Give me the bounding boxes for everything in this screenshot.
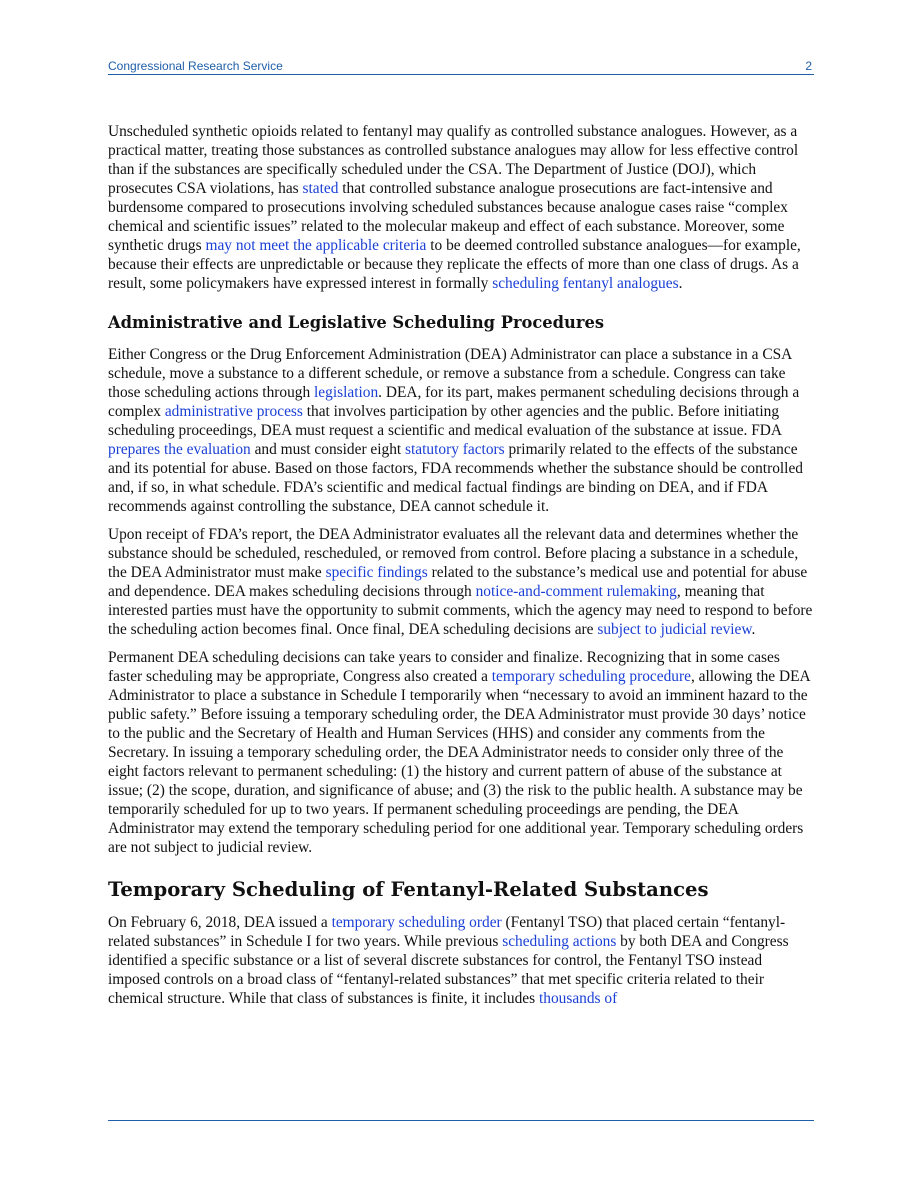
link-scheduling-fentanyl-analogues[interactable]: scheduling fentanyl analogues <box>492 275 679 292</box>
link-legislation[interactable]: legislation <box>314 384 379 401</box>
paragraph-scheduling-authority: Either Congress or the Drug Enforcement Administration (DEA) Administrator can place a substance in a CSA schedule, move a substance to a different schedule, or remove a substance from a schedule. Congress can take those scheduling actions through legislation. DEA, for its part, makes permanent scheduling decisions through a complex administrative process that involves participation by other agencies and the public. Before initiating scheduling proceedings, DEA must request a scientific and medical evaluation of the substance at issue. FDA prepares the evaluation and must consider eight statutory factors primarily related to the effects of the substance and its potential for abuse. Based on those factors, FDA recommends whether the substance should be controlled and, if so, in what schedule. FDA’s scientific and medical factual findings are binding on DEA, and if FDA recommends against controlling the substance, DEA cannot schedule it. <box>108 346 803 515</box>
link-specific-findings[interactable]: specific findings <box>325 564 428 581</box>
link-scheduling-actions[interactable]: scheduling actions <box>502 933 617 950</box>
paragraph-dea-evaluation: Upon receipt of FDA’s report, the DEA Administrator evaluates all the relevant data and determines whether the substance should be scheduled, rescheduled, or removed from control. Before placing a substance in a schedule, the DEA Administrator must make specific findings related to the substance’s medical use and potential for abuse and dependence. DEA makes scheduling decisions through notice-and-comment rulemaking, meaning that interested parties must have the opportunity to submit comments, which the agency may need to respond to before the scheduling action becomes final. Once final, DEA scheduling decisions are subject to judicial review. <box>108 526 813 638</box>
link-temporary-scheduling-order[interactable]: temporary scheduling order <box>331 914 502 931</box>
link-notice-and-comment-rulemaking[interactable]: notice-and-comment rulemaking <box>475 583 677 600</box>
document-body <box>108 122 816 1017</box>
link-subject-to-judicial-review[interactable]: subject to judicial review <box>597 621 752 638</box>
heading-temporary-scheduling-fentanyl: Temporary Scheduling of Fentanyl-Related Substances <box>108 878 709 901</box>
heading-admin-legislative-procedures: Administrative and Legislative Scheduling Procedures <box>108 313 604 332</box>
header-source: Congressional Research Service <box>108 59 283 73</box>
paragraph-analogues: Unscheduled synthetic opioids related to fentanyl may qualify as controlled substance analogues. However, as a practical matter, treating those substances as controlled substance analogues may allow for less effective control than if the substances are specifically scheduled under the CSA. The Department of Justice (DOJ), which prosecutes CSA violations, has stated that controlled substance analogue prosecutions are fact-intensive and burdensome compared to prosecutions involving scheduled substances because analogue cases raise “complex chemical and scientific issues” related to the molecular makeup and effect of each substance. Moreover, some synthetic drugs may not meet the applicable criteria to be deemed controlled substance analogues—for example, because their effects are unpredictable or because they replicate the effects of more than one class of drugs. As a result, some policymakers have expressed interest in formally scheduling fentanyl analogues. <box>108 123 801 292</box>
link-administrative-process[interactable]: administrative process <box>164 403 303 420</box>
link-temporary-scheduling-procedure[interactable]: temporary scheduling procedure <box>491 668 691 685</box>
footer-divider <box>108 1120 814 1121</box>
paragraph-fentanyl-tso: On February 6, 2018, DEA issued a temporary scheduling order (Fentanyl TSO) that placed certain “fentanyl-related substances” in Schedule I for two years. While previous scheduling actions by both DEA and Congress identified a specific substance or a list of several discrete substances for control, the Fentanyl TSO instead imposed controls on a broad class of “fentanyl-related substances” that met specific criteria related to their chemical structure. While that class of substances is finite, it includes thousands of <box>108 914 789 1007</box>
link-statutory-factors[interactable]: statutory factors <box>405 441 505 458</box>
link-prepares-the-evaluation[interactable]: prepares the evaluation <box>108 441 251 458</box>
running-header <box>108 58 814 75</box>
paragraph-temporary-scheduling: Permanent DEA scheduling decisions can take years to consider and finalize. Recognizing that in some cases faster scheduling may be appropriate, Congress also created a temporary scheduling procedure, allowing the DEA Administrator to place a substance in Schedule I temporarily when “necessary to avoid an imminent hazard to the public safety.” Before issuing a temporary scheduling order, the DEA Administrator must provide 30 days’ notice to the public and the Secretary of Health and Human Services (HHS) and consider any comments from the Secretary. In issuing a temporary scheduling order, the DEA Administrator needs to consider only three of the eight factors relevant to permanent scheduling: (1) the history and current pattern of abuse of the substance at issue; (2) the scope, duration, and significance of abuse; and (3) the risk to the public health. A substance may be temporarily scheduled for up to two years. If permanent scheduling proceedings are pending, the DEA Administrator may extend the temporary scheduling period for one additional year. Temporary scheduling orders are not subject to judicial review. <box>108 649 810 856</box>
link-may-not-meet-criteria[interactable]: may not meet the applicable criteria <box>205 237 427 254</box>
link-thousands-of[interactable]: thousands of <box>538 990 618 1007</box>
page-number: 2 <box>805 59 812 73</box>
link-stated[interactable]: stated <box>302 180 339 197</box>
